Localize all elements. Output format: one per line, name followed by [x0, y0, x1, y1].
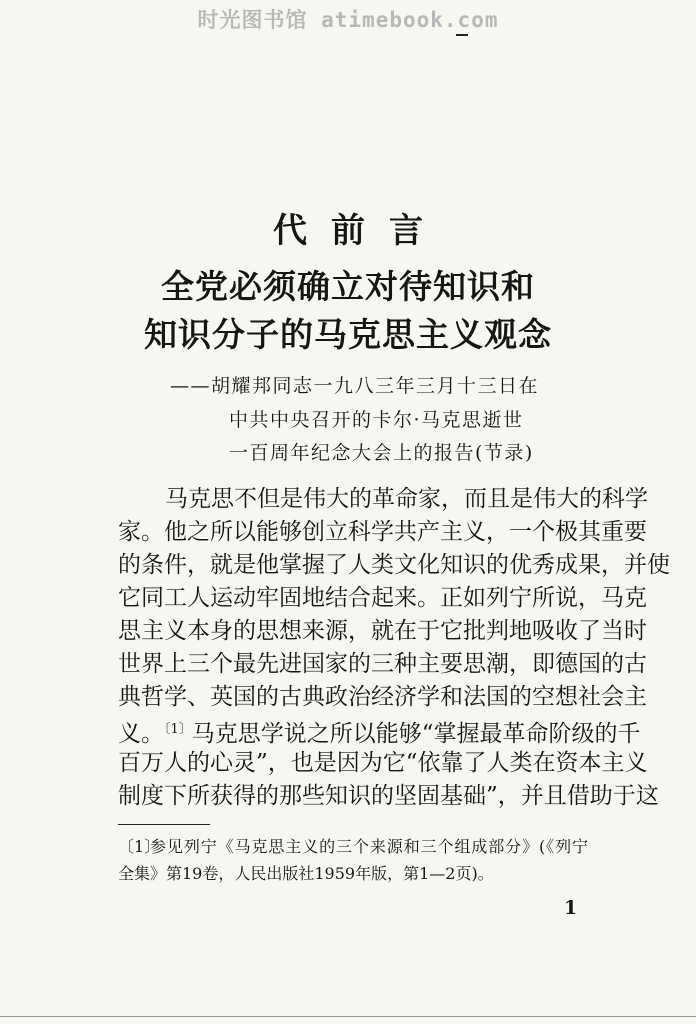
subtitle-line-2: 中共中央召开的卡尔·马克思逝世: [229, 409, 524, 431]
body-line-6: 世界上三个最先进国家的三种主要思潮，即德国的古: [118, 651, 647, 677]
body-line-10: 制度下所获得的那些知识的坚固基础”，并且借助于这: [118, 783, 659, 809]
body-line-9: 百万人的心灵”，也是因为它“依靠了人类在资本主义: [118, 750, 648, 776]
footnote-reference: 〔1〕: [164, 722, 192, 737]
body-line-7: 典哲学、英国的古典政治经济学和法国的空想社会主: [118, 684, 647, 710]
body-line-3: 的条件，就是他掌握了人类文化知识的优秀成果，并使: [118, 552, 670, 578]
body-line-8-text: 马克思学说之所以能够“掌握最革命阶级的千: [191, 721, 641, 747]
headline-line-2: 知识分子的马克思主义观念: [144, 315, 552, 354]
body-line-5: 思主义本身的思想来源，就在于它批判地吸收了当时: [118, 618, 647, 644]
footnote-line-1: 参见列宁《马克思主义的三个来源和三个组成部分》(《列宁: [150, 837, 588, 856]
body-line-8: [118, 715, 641, 749]
headline-line-1: 全党必须确立对待知识和: [161, 267, 535, 306]
footnote-line-2: 全集》第19卷，人民出版社1959年版，第1—2页)。: [118, 864, 494, 883]
page-number: 1: [564, 897, 578, 919]
subtitle-line-3: 一百周年纪念大会上的报告(节录): [229, 442, 534, 464]
body-line-2: 家。他之所以能够创立科学共产主义，一个极其重要: [118, 519, 647, 545]
page-title: 代前言: [273, 211, 447, 251]
print-mark: [456, 34, 468, 36]
body-line-8-prefix: 义。: [118, 721, 164, 747]
page-edge: [0, 1016, 696, 1017]
watermark: 时光图书馆 atimebook.com: [197, 8, 499, 32]
body-line-4: 它同工人运动牢固地结合起来。正如列宁所说，马克: [118, 585, 647, 611]
subtitle-line-1: ——胡耀邦同志一九八三年三月十三日在: [170, 375, 540, 397]
footnote-divider: [118, 824, 210, 825]
body-line-1: 马克思不但是伟大的革命家，而且是伟大的科学: [165, 486, 648, 512]
footnote-marker: 〔1〕: [118, 837, 161, 856]
